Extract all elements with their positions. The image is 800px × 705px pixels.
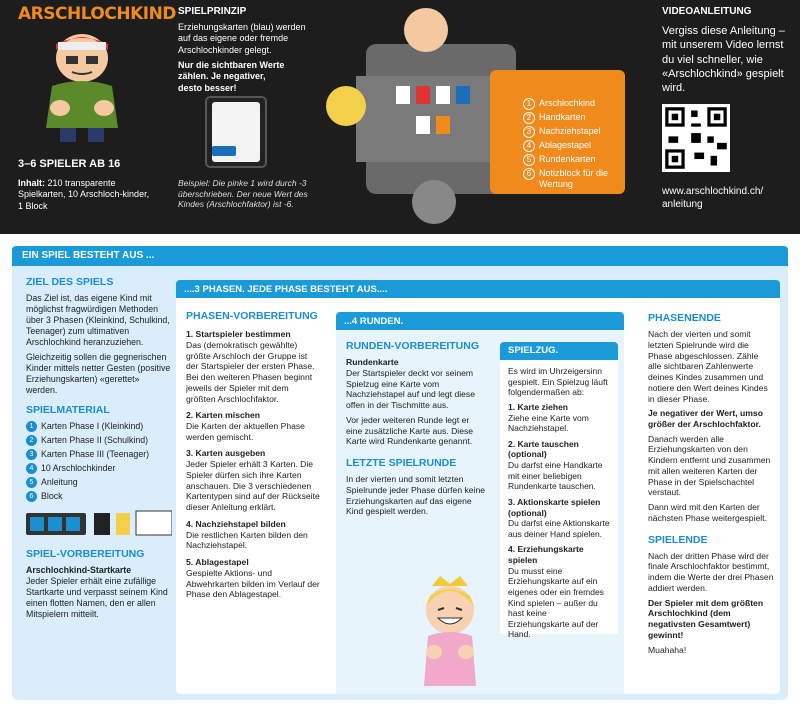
step-title: 4. Nachziehstapel bilden [186,518,286,529]
principle-caption: Beispiel: Die pinke 1 wird durch -3 überschrieben. Der neue Wert des Kindes (Arschlochfaktor) ist -6. [178,178,308,210]
round-prep-column [346,340,486,517]
legend-num: 2 [523,112,535,124]
material-illustration [26,509,172,537]
game-end-emphasis: Der Spieler mit dem größten Arschlochkind (dem negativsten Gesamtwert) gewinnt! [648,597,764,640]
phase-prep-step [186,557,320,600]
princess-character-illustration [410,576,490,694]
setup-text: Jeder Spieler erhält eine zufällige Startkarte und verpasst seinem Kind einen flotten Namen, den er allen Mitspielern mitteilt. [26,576,168,620]
legend-label: Handkarten [539,112,586,122]
logo: ARSCHLOCHKIND [18,4,176,24]
phase-end-emphasis: Je negativer der Wert, umso größer der Arschlochfaktor. [648,408,763,429]
legend-item [523,154,623,166]
step-title: 1. Karte ziehen [508,401,568,412]
material-num: 4 [26,463,37,474]
phase-prep-title: PHASEN-VORBEREITUNG [186,310,318,322]
top-banner [0,0,800,234]
step-title: 1. Startspieler bestimmen [186,329,291,340]
game-end-laugh: Muahaha! [648,644,687,655]
rounds-header: ...4 RUNDEN. [336,312,624,330]
material-item [26,491,172,502]
setup-subtitle: Arschlochkind-Startkarte [26,565,132,576]
phase-prep-list [186,329,320,600]
game-end-title: SPIELENDE [648,533,708,546]
step-text: Die Karten der aktuellen Phase werden gemischt. [186,421,305,442]
material-label: Anleitung [41,477,78,488]
principle-title: SPIELPRINZIP [178,6,247,17]
goal-text: Das Ziel ist, das eigene Kind mit möglichst fragwürdigen Methoden über 3 Phasen (Kleinkind, Schulkind, Teenager) zum ultimativen Arschlochkind heranzuziehen. [26,293,170,348]
last-round-title: LETZTE SPIELRUNDE [346,457,457,469]
material-item [26,449,172,460]
material-list [26,421,172,502]
turn-header: SPIELZUG. [500,342,618,360]
legend-num: 1 [523,98,535,110]
legend-item [523,112,623,124]
material-label: Karten Phase II (Schulkind) [41,435,149,446]
phase-prep-step [186,519,320,551]
legend-num: 4 [523,140,535,152]
material-item [26,421,172,432]
section-header: EIN SPIEL BESTEHT AUS ... [12,246,788,266]
phase-prep-column [186,310,320,606]
turn-step [508,544,610,640]
phase-end-column [648,312,774,655]
turn-steps [508,402,610,640]
qr-code-icon[interactable] [662,104,730,172]
step-title: 3. Aktionskarte spielen (optional) [508,496,601,518]
material-item [26,477,172,488]
principle-text: Erziehungskarten (blau) werden auf das eigene oder fremde Arschlochkinder gelegt. [178,22,306,55]
step-text: Die restlichen Karten bilden den Nachziehstapel. [186,529,308,551]
material-label: 10 Arschlochkinder [41,463,116,474]
phase-end-text-3: Danach werden alle Erziehungskarten von den Kindern entfernt und zusammen mit allen weiteren Karten der Phase in der Spielschachtel verstaut. [648,433,771,498]
legend-label: Rundenkarten [539,154,596,164]
material-item [26,435,172,446]
contents-label: Inhalt: [18,178,45,188]
last-round-text: In der vierten und somit letzten Spielrunde jeder Phase dürfen keine Erziehungskarten auf das eigene Kind gespielt werden. [346,474,486,517]
material-label: Karten Phase I (Kleinkind) [41,421,144,432]
legend-num: 5 [523,154,535,166]
material-num: 1 [26,421,37,432]
step-text: Du musst eine Erziehungskarte auf ein eigenes oder ein fremdes Kind spielen – außer du hast keine Erziehungskarte auf der Hand. [508,565,604,640]
legend-label: Nachziehstapel [539,126,601,136]
phase-end-title: PHASENENDE [648,312,721,324]
material-item [26,463,172,474]
material-num: 6 [26,491,37,502]
legend-item [523,98,623,110]
step-title: 2. Karten mischen [186,410,261,421]
phase-end-text: Nach der vierten und somit letzten Spielrunde wird die Phase abgeschlossen. Zähle alle sichtbaren Zahlenwerte deines Kindes zusammen und notiere den Wert deines Kindes in dieser Phase. [648,329,768,404]
video-text: Vergiss diese Anleitung – mit unserem Video lernst du viel schneller, wie «Arschlochkind» gespielt wird. [662,25,785,95]
legend-label: Notizblock für die Wertung [539,168,609,190]
legend-label: Ablagestapel [539,140,592,150]
principle-emphasis: Nur die sichtbaren Werte zählen. Je negativer, desto besser! [178,60,285,93]
example-card-illustration [205,96,267,168]
goal-title: ZIEL DES SPIELS [26,276,114,288]
material-num: 3 [26,449,37,460]
step-title: 3. Karten ausgeben [186,448,266,459]
phase-prep-step [186,448,320,512]
turn-panel [500,360,618,640]
material-num: 2 [26,435,37,446]
phase-end-text-4: Dann wird mit den Karten der nächsten Phase weitergespielt. [648,502,767,523]
material-num: 5 [26,477,37,488]
legend-num: 6 [523,168,535,180]
step-text: Gespielte Aktions- und Abwehrkarten bilden im Verlauf der Phase den Ablagestapel. [186,567,320,600]
step-title: 2. Karte tauschen (optional) [508,438,579,460]
phase-prep-step [186,329,320,404]
round-prep-subtitle: Rundenkarte [346,357,399,368]
step-text: Du darfst eine Handkarte mit einer beliebigen Rundenkarte tauschen. [508,460,603,492]
round-prep-text: Der Startspieler deckt vor seinem Spielzug eine Karte vom Nachziehstapel auf und legt diese offen in der Tischmitte aus. [346,367,475,411]
material-label: Block [41,491,63,502]
legend-num: 3 [523,126,535,138]
table-legend [523,98,623,193]
legend-label: Arschlochkind [539,98,596,108]
turn-step [508,402,610,434]
game-end-text: Nach der dritten Phase wird der finale Arschlochfaktor bestimmt, indem die Werte der drei Phasen addiert werden. [648,550,774,593]
goal-column [26,276,172,620]
contents-info [18,178,153,212]
turn-intro: Es wird im Uhrzeigersinn gespielt. Ein Spielzug läuft folgendermaßen ab: [508,366,608,398]
video-title: VIDEOANLEITUNG [662,6,752,17]
round-prep-title: RUNDEN-VORBEREITUNG [346,340,480,352]
setup-title: SPIEL-VORBEREITUNG [26,548,145,561]
phases-header: ....3 PHASEN. JEDE PHASE BESTEHT AUS.... [176,280,780,298]
legend-item [523,126,623,138]
legend-item [523,168,623,191]
video-url-link[interactable]: www.arschlochkind.ch/ anleitung [662,186,764,210]
material-title: SPIELMATERIAL [26,403,110,416]
turn-step [508,497,610,540]
material-label: Karten Phase III (Teenager) [41,449,150,460]
contents-text: 210 transparente Spielkarten, 10 Arschloch-kinder, 1 Block [18,178,150,211]
step-title: 5. Ablagestapel [186,557,249,568]
step-title: 4. Erziehungskarte spielen [508,544,584,565]
turn-step [508,439,610,492]
kid-character-illustration [30,28,135,146]
players-info: 3–6 SPIELER AB 16 [18,158,121,170]
step-text: Das (demokratisch gewählte) größte Arschloch der Gruppe ist der Startspieler der ersten Phase. Bei den weiteren Phasen beginnt jeweils der Spieler mit dem größten Arschlochfaktor. [186,339,315,404]
phase-prep-step [186,410,320,442]
step-text: Jeder Spieler erhält 3 Karten. Die Spieler dürfen sich ihre Karten anschauen. Die 3 verschiedenen Kartentypen sind auf der Rückseite dieser Anleitung erklärt. [186,459,320,513]
card-badge [212,146,236,156]
goal-text-2: Gleichzeitig sollen die gegnerischen Kinder mittels netter Gesten (positive Erziehungskarten) «gerettet» werden. [26,352,171,395]
step-text: Du darfst eine Aktionskarte aus deiner Hand spielen. [508,518,610,539]
step-text: Ziehe eine Karte vom Nachziehstapel. [508,412,589,434]
legend-item [523,140,623,152]
round-prep-text-2: Vor jeder weiteren Runde legt er eine zusätzliche Karte aus. Diese Karte wird Rundenkarte genannt. [346,414,474,447]
